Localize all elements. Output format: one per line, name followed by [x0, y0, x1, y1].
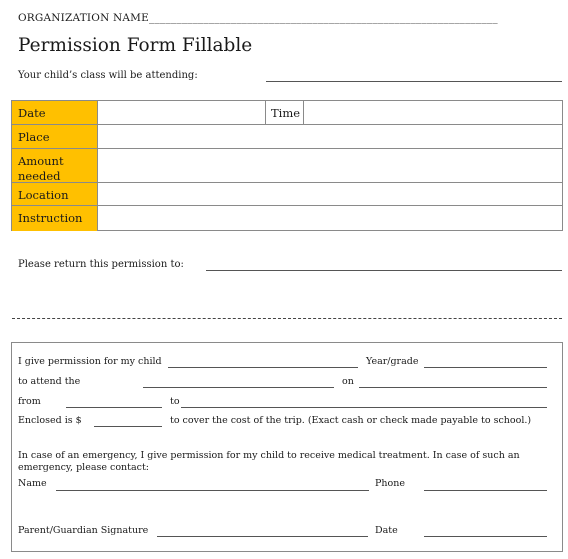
table-row-instruction [12, 205, 562, 231]
phone-field[interactable] [424, 490, 547, 491]
attend-label: to attend the [18, 376, 81, 387]
table-row-location [12, 182, 562, 206]
table-row-date [12, 101, 562, 124]
instruction-label: Instruction [12, 206, 98, 231]
name-label: Name [18, 478, 47, 489]
from-field[interactable] [66, 407, 162, 408]
form-title: Permission Form Fillable [18, 35, 253, 56]
on-label: on [342, 376, 354, 387]
location-field[interactable] [99, 183, 562, 206]
return-permission-field[interactable] [206, 270, 562, 271]
trip-details-table [11, 100, 563, 231]
date-label: Date [12, 101, 98, 124]
enclosed-amount-field[interactable] [94, 426, 162, 427]
amount-needed-field[interactable] [99, 149, 562, 183]
year-grade-field[interactable] [424, 367, 547, 368]
permission-slip [11, 342, 563, 552]
class-attending-label: Your child’s class will be attending: [18, 70, 198, 81]
organization-name-label: ORGANIZATION NAME [18, 12, 149, 24]
event-date-field[interactable] [359, 387, 547, 388]
return-permission-label: Please return this permission to: [18, 259, 184, 270]
phone-label: Phone [375, 478, 405, 489]
table-row-place [12, 124, 562, 148]
time-label: Time [265, 101, 304, 124]
emergency-contact-name-field[interactable] [56, 490, 369, 491]
time-field[interactable] [305, 101, 562, 124]
event-field[interactable] [143, 387, 334, 388]
signature-label: Parent/Guardian Signature [18, 525, 149, 536]
to-label: to [170, 396, 180, 407]
table-row-amount [12, 148, 562, 183]
emergency-text: In case of an emergency, I give permission for my child to receive medical treatment. In case of such an emergency, please contact: [18, 450, 520, 473]
signature-field[interactable] [157, 536, 368, 537]
instruction-field[interactable] [99, 206, 562, 231]
class-attending-field[interactable] [266, 81, 562, 82]
from-label: from [18, 396, 41, 407]
enclosed-label: Enclosed is $ [18, 415, 82, 426]
location-label: Location [12, 183, 98, 206]
to-field[interactable] [181, 407, 547, 408]
place-label: Place [12, 125, 98, 148]
give-permission-label: I give permission for my child [18, 356, 162, 367]
place-field[interactable] [99, 125, 562, 148]
year-grade-label: Year/grade [366, 356, 419, 367]
cover-cost-text: to cover the cost of the trip. (Exact cash or check made payable to school.) [170, 415, 532, 426]
child-name-field[interactable] [168, 367, 358, 368]
organization-name-blank[interactable]: ________________________________________________________________ [149, 12, 498, 24]
organization-name-line [18, 12, 498, 24]
amount-needed-label: Amount needed [12, 149, 98, 183]
cut-line [12, 318, 562, 319]
signature-date-field[interactable] [424, 536, 547, 537]
signature-date-label: Date [375, 525, 398, 536]
date-field[interactable] [99, 101, 264, 124]
